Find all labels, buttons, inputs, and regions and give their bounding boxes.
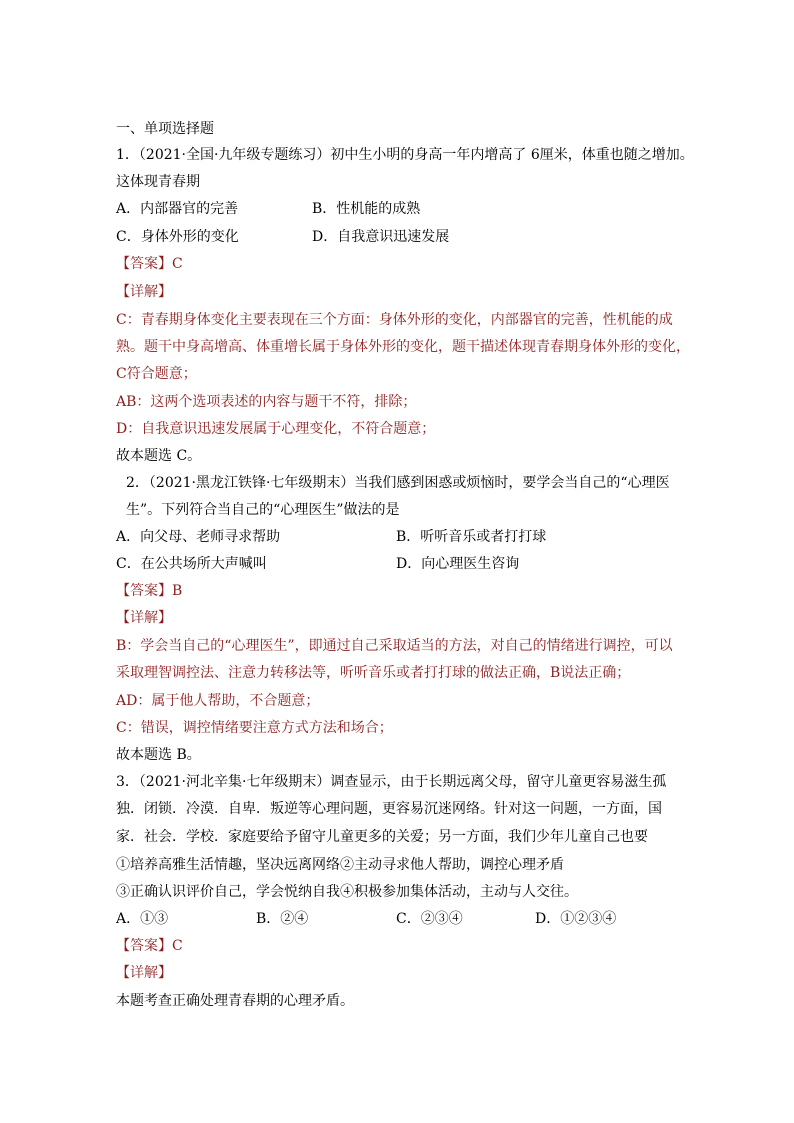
question-1-stem-line-2: 这体现青春期 [116,174,200,190]
question-2-option-d: D．向心理医生咨询 [396,556,520,572]
question-3-option-b: B．②④ [256,911,309,927]
question-2-answer: 【答案】B [116,583,183,599]
question-3-stem-line-4: ①培养高雅生活情趣，坚决远离网络②主动寻求他人帮助，调控心理矛盾 [116,857,564,873]
question-1-explanation-line: 熟。题干中身高增高、体重增长属于身体外形的变化，题干描述体现青春期身体外形的变化， [116,339,690,355]
question-3-option-a: A．①③ [116,911,169,927]
question-2-stem-line-2: 生”。下列符合当自己的“心理医生”做法的是 [126,502,400,518]
question-3-detail-label: 【详解】 [116,965,172,981]
question-3-option-c: C．②③④ [396,911,463,927]
question-2-conclusion: 故本题选 B。 [116,747,201,763]
question-3-stem-line-1: 3．（2021·河北辛集·七年级期末）调查显示，由于长期远离父母，留守儿童更容易滋生孤 [116,774,667,790]
question-1-detail-label: 【详解】 [116,284,172,300]
question-1-option-c: C．身体外形的变化 [116,229,239,245]
question-3-answer: 【答案】C [116,938,183,954]
question-3-stem-line-5: ③正确认识评价自己，学会悦纳自我④积极参加集体活动，主动与人交往。 [116,884,578,900]
question-3-explanation-line: 本题考查正确处理青春期的心理矛盾。 [116,993,354,1009]
question-2-explanation-line: B：学会当自己的“心理医生”，即通过自己采取适当的方法，对自己的情绪进行调控，可以 [116,638,673,654]
question-2-explanation-line: 采取理智调控法、注意力转移法等，听听音乐或者打打球的做法正确，B说法正确； [116,665,631,681]
question-3-stem-line-2: 独．闭锁．冷漠．自卑．叛逆等心理问题，更容易沉迷网络。针对这一问题，一方面，国 [116,801,662,817]
question-1-option-b: B．性机能的成熟 [312,201,421,217]
question-2-option-b: B．听听音乐或者打打球 [396,529,547,545]
question-1-option-d: D．自我意识迅速发展 [312,229,450,245]
question-2-stem-line-1: 2．（2021·黑龙江铁锋·七年级期末）当我们感到困惑或烦恼时，要学会当自己的“心理医 [126,475,670,491]
question-2-explanation-line: C：错误，调控情绪要注意方式方法和场合； [116,720,393,736]
question-1-option-a: A．内部器官的完善 [116,201,239,217]
question-1-answer: 【答案】C [116,256,183,272]
section-title: 一、单项选择题 [116,121,214,137]
question-2-option-a: A．向父母、老师寻求帮助 [116,529,281,545]
question-1-explanation-line: AB：这两个选项表述的内容与题干不符，排除； [116,394,417,410]
question-2-option-c: C．在公共场所大声喊叫 [116,556,267,572]
question-1-conclusion: 故本题选 C。 [116,448,202,464]
question-1-explanation-line: D：自我意识迅速发展属于心理变化，不符合题意； [116,421,436,437]
question-1-explanation-line: C符合题意； [116,366,197,382]
question-2-detail-label: 【详解】 [116,610,172,626]
question-3-stem-line-3: 家．社会．学校．家庭要给予留守儿童更多的关爱；另一方面，我们少年儿童自己也要 [116,829,648,845]
question-2-explanation-line: AD：属于他人帮助，不合题意； [116,693,320,709]
question-1-explanation-line: C：青春期身体变化主要表现在三个方面：身体外形的变化，内部器官的完善，性机能的成 [116,312,673,328]
question-1-stem-line-1: 1．（2021·全国·九年级专题练习）初中生小明的身高一年内增高了 6厘米，体重也随之增加。 [116,147,694,163]
question-3-option-d: D．①②③④ [535,911,617,927]
